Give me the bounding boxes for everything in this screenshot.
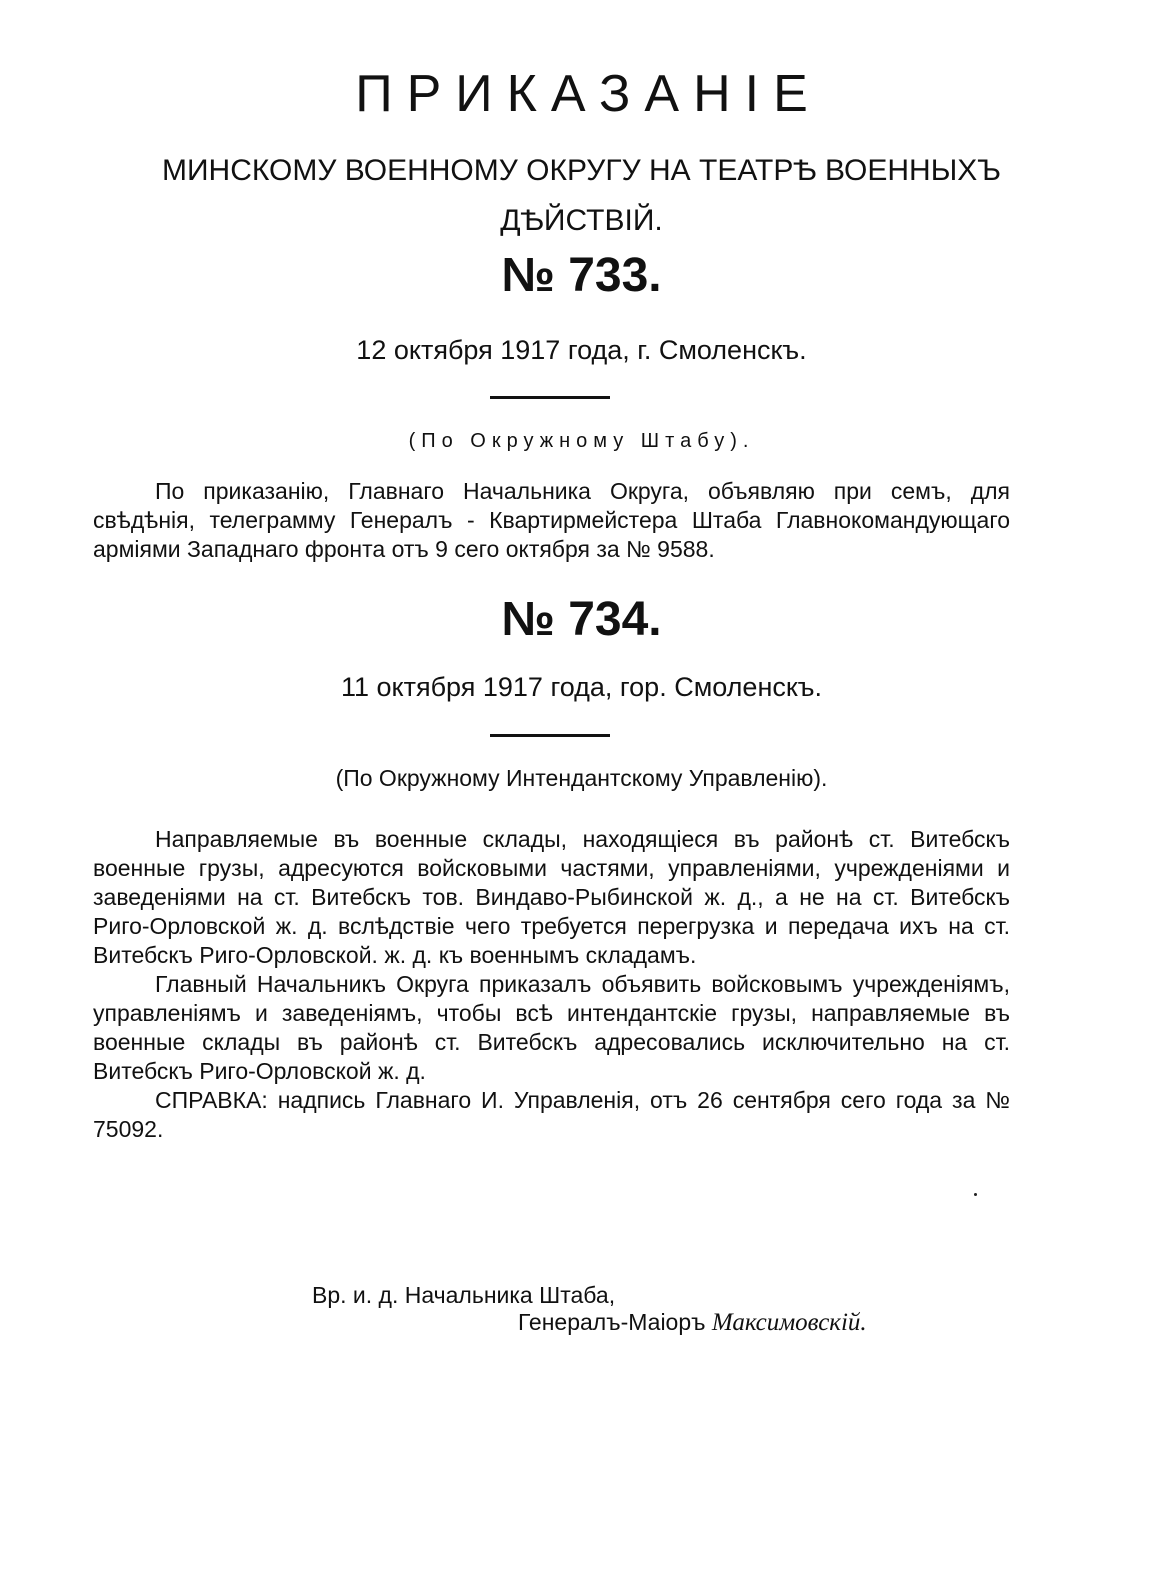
order-734-department: (По Окружному Интендантскому Управленію). xyxy=(335,765,828,791)
order-733-body xyxy=(93,477,1010,564)
order-734-reference: СПРАВКА: надпись Главнаго И. Управленія, отъ 26 сентября сего года за № 75092. xyxy=(93,1087,1010,1142)
document-title: ПРИКАЗАНІЕ xyxy=(355,65,822,123)
signature-name: Максимовскій. xyxy=(711,1309,867,1336)
order-number-733: № 733. xyxy=(501,249,662,302)
document-subtitle: МИНСКОМУ ВОЕННОМУ ОКРУГУ НА ТЕАТРѢ ВОЕННЫХЪ ДѢЙСТВІЙ. xyxy=(161,154,1002,237)
order-733-divider xyxy=(490,396,610,399)
print-speck xyxy=(974,1193,977,1196)
signature-rank: Генералъ-Маіоръ xyxy=(518,1309,706,1335)
order-734-body xyxy=(93,825,1010,1144)
order-733-department: (По Окружному Штабу). xyxy=(408,430,755,452)
order-734-date-place: 11 октября 1917 года, гор. Смоленскъ. xyxy=(340,672,823,702)
order-733-date-place: 12 октября 1917 года, г. Смоленскъ. xyxy=(356,335,807,365)
order-734-divider xyxy=(490,734,610,737)
signature-title: Вр. и. д. Начальника Штаба, xyxy=(312,1282,616,1308)
order-734-paragraph: Главный Начальникъ Округа приказалъ объявить войсковымъ учрежденіямъ, управленіямъ и заведеніямъ, чтобы всѣ интендантскіе грузы, направляемые въ военные склады въ районѣ ст. Витебскъ адресовались исключительно на ст. Витебскъ Риго-Орловской ж. д. xyxy=(93,971,1010,1084)
order-number-734: № 734. xyxy=(501,593,662,646)
order-733-paragraph: По приказанію, Главнаго Начальника Округа, объявляю при семъ, для свѣдѣнія, телеграмму Генералъ - Квартирмейстера Штаба Главнокомандующаго арміями Западнаго фронта отъ 9 сего октября за № 9588. xyxy=(93,478,1010,562)
signature-line xyxy=(518,1309,867,1337)
order-734-paragraph: Направляемые въ военные склады, находящіеся въ районѣ ст. Витебскъ военные грузы, адресуются войсковыми частями, управленіями, учрежденіями и заведеніями на ст. Витебскъ тов. Виндаво-Рыбинской ж. д., а не на ст. Витебскъ Риго-Орловской ж. д. вслѣдствіе чего требуется перегрузка и передача ихъ на ст. Витебскъ Риго-Орловской. ж. д. къ военнымъ складамъ. xyxy=(93,826,1010,968)
